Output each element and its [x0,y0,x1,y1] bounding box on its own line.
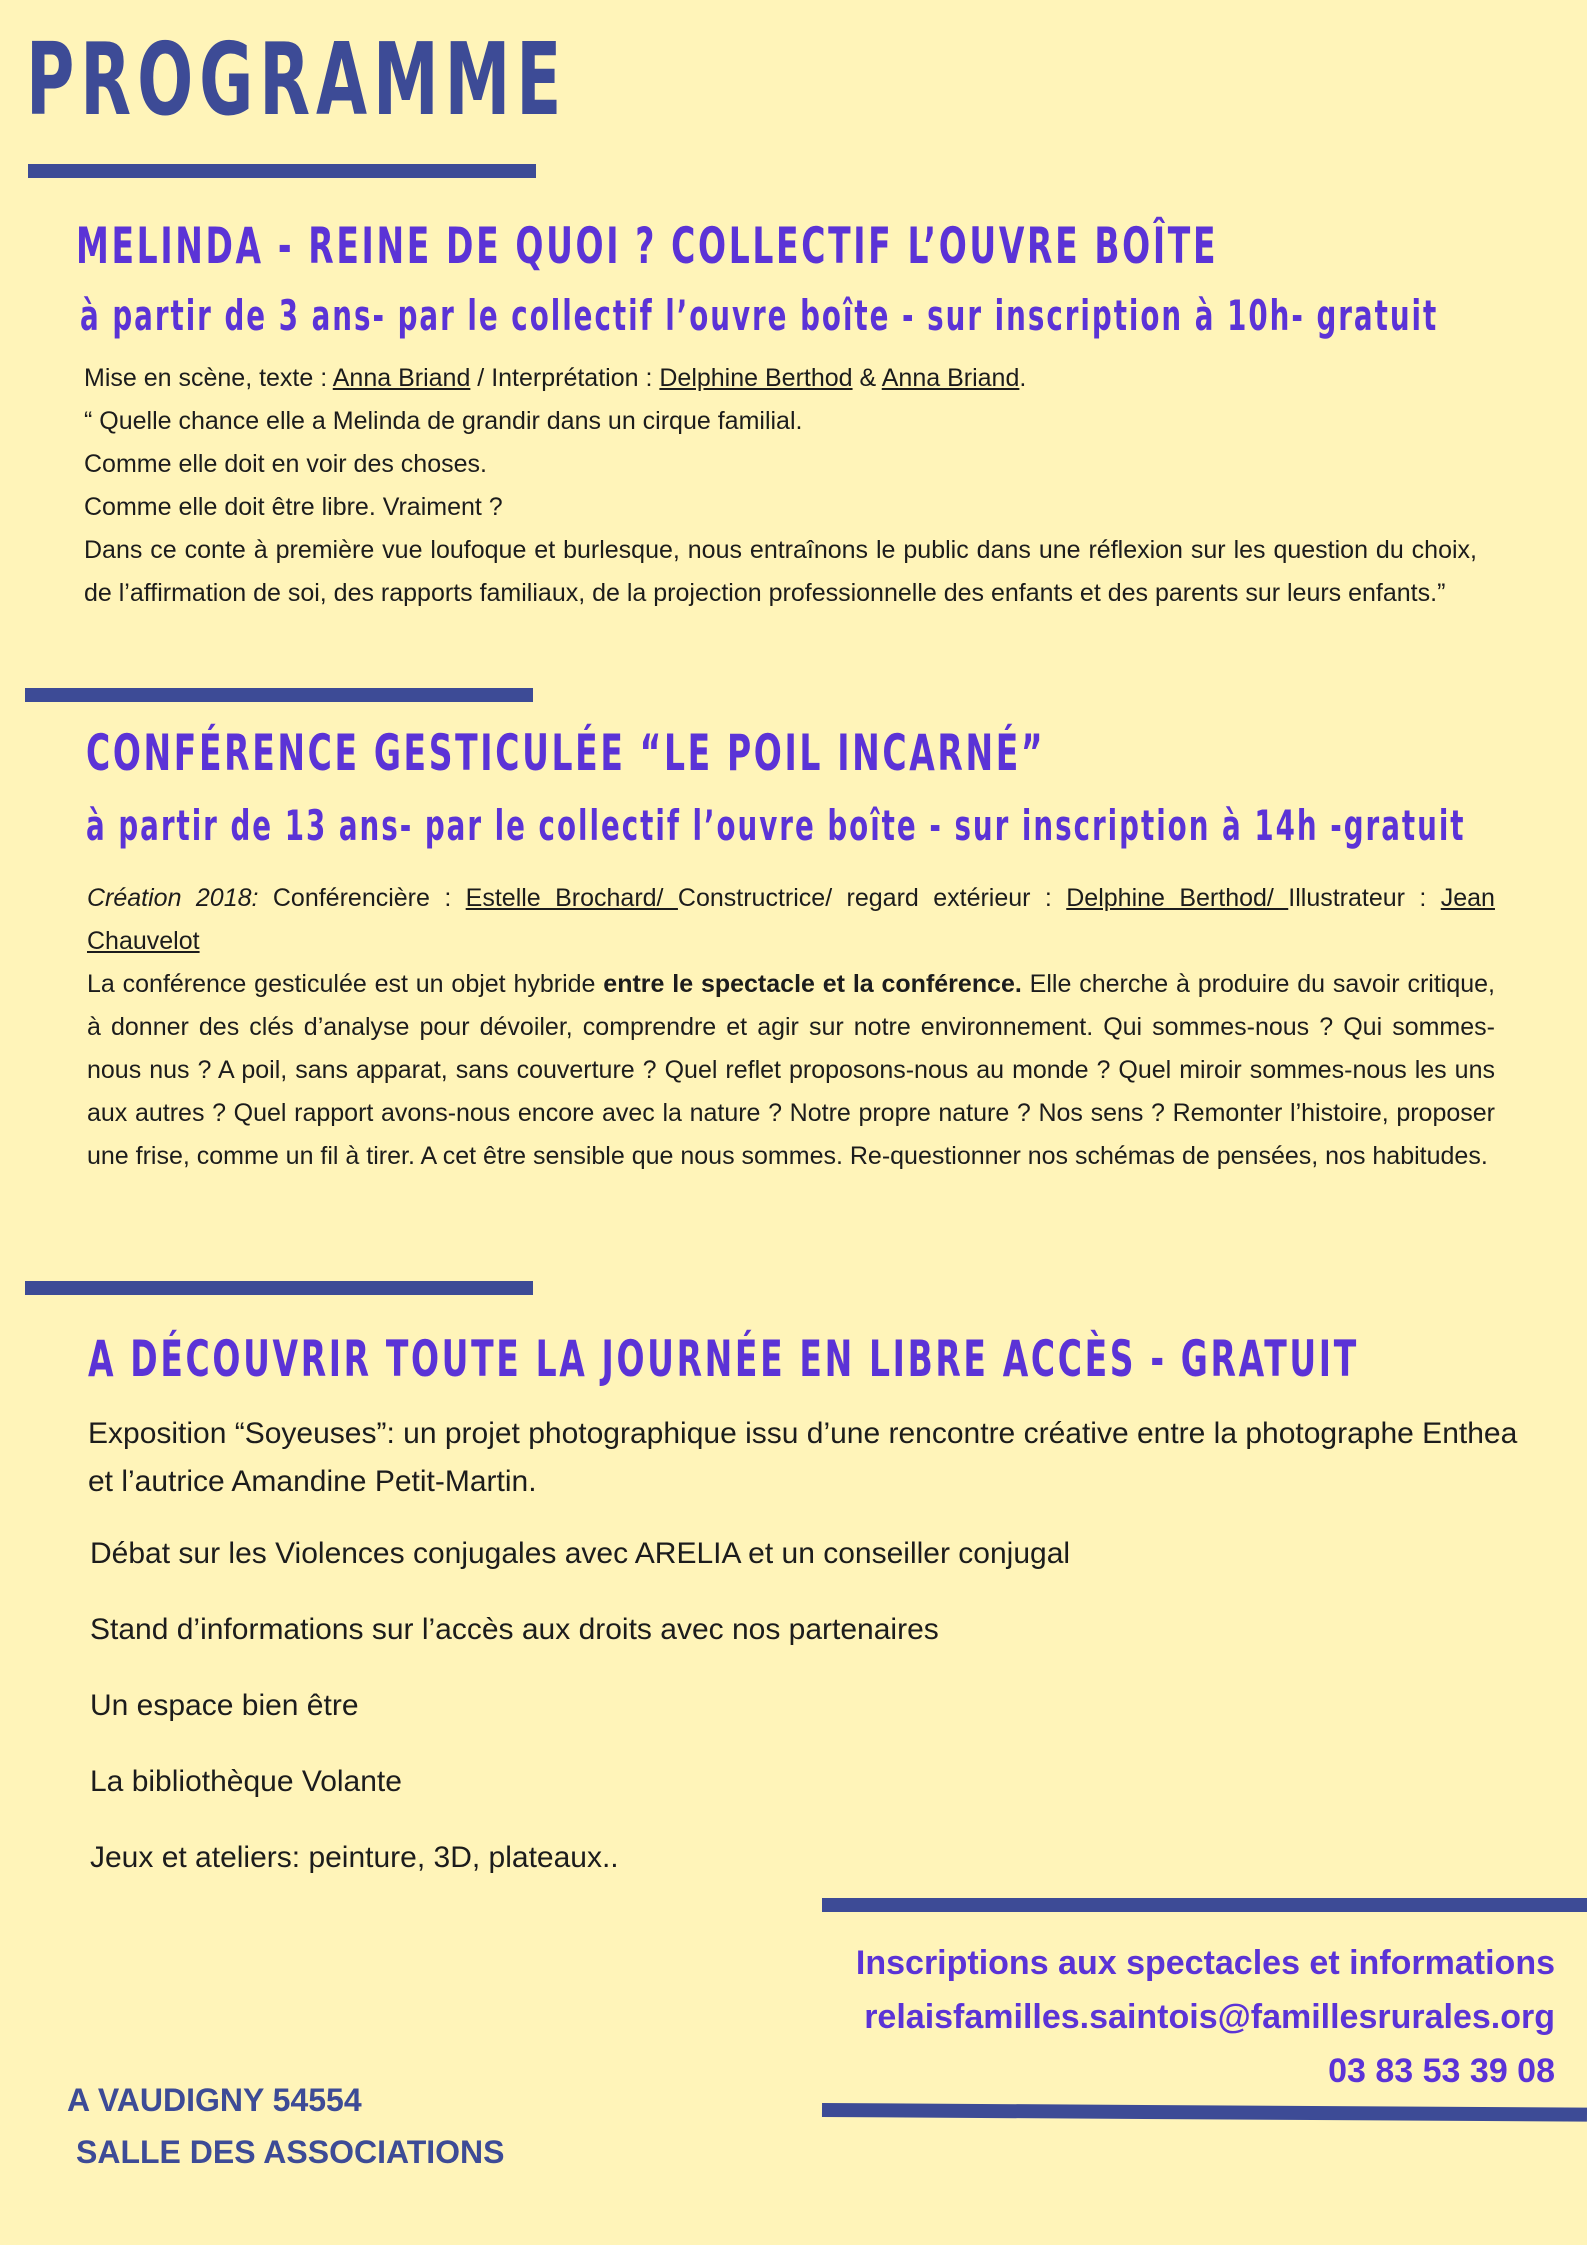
credits-label: / Interprétation : [470,364,660,392]
credit-delphine-berthod: Delphine Berthod/ [1066,884,1289,912]
list-item: Jeux et ateliers: peinture, 3D, plateaux.. [90,1841,619,1874]
section2-paragraph [87,963,1495,1178]
contact-heading: Inscriptions aux spectacles et informations [855,1944,1555,1982]
section1-line: Comme elle doit être libre. Vraiment ? [84,493,503,521]
section1-paragraph: Dans ce conte à première vue loufoque et burlesque, nous entraînons le public dans une réflexion sur les question du choix, de l’affirmation de soi, des rapports familiaux, de la projection professionnelle des enfants et des parents sur leurs enfants.” [84,536,1477,607]
credits-label: Mise en scène, texte : [84,364,333,392]
section2-subheading: à partir de 13 ans- par le collectif l’ouvre boîte - sur inscription à 14h -gratuit [86,801,1466,850]
credit-estelle-brochard: Estelle Brochard/ [465,884,678,912]
list-item: Stand d’informations sur l’accès aux droits avec nos partenaires [90,1613,939,1646]
section2-body [87,877,1495,1178]
section1-body [84,357,1477,615]
credits-amp: & [852,364,882,392]
credits-end: . [1019,364,1027,392]
section2-heading: CONFÉRENCE GESTICULÉE “LE POIL INCARNÉ” [86,724,1046,782]
credit-delphine-berthod: Delphine Berthod [659,364,853,392]
contact-email[interactable]: relaisfamilles.saintois@famillesrurales.org [864,1998,1555,2036]
credit-anna-briand-2: Anna Briand [881,364,1020,392]
paragraph-text: Elle cherche à produire du savoir critique, à donner des clés d’analyse pour dévoiler, comprendre et agir sur notre environnement. Qui sommes-nous ? Qui sommes-nous nus ? A poil, sans apparat, sans couverture ? Quel reflet proposons-nous au monde ? Quel miroir sommes-nous les uns aux autres ? Quel rapport avons-nous encore avec la nature ? Notre propre nature ? Nos sens ? Remonter l’histoire, proposer une frise, comme un fil à tirer. A cet être sensible que nous sommes. Re-questionner nos schémas de pensées, nos habitudes. [87,970,1495,1170]
page-title: PROGRAMME [26,21,568,138]
creation-label: Création 2018: [87,884,259,912]
section1-line: “ Quelle chance elle a Melinda de grandir dans un cirque familial. [84,407,803,435]
paragraph-text: La conférence gesticulée est un objet hybride [87,970,604,998]
divider-2 [25,1281,533,1295]
list-item: Un espace bien être [90,1689,359,1722]
address-venue: SALLE DES ASSOCIATIONS [76,2134,505,2170]
section3-heading: A DÉCOUVRIR TOUTE LA JOURNÉE EN LIBRE ACCÈS - GRATUIT [88,1330,1359,1388]
address-city: A VAUDIGNY 54554 [67,2082,362,2118]
paragraph-bold: entre le spectacle et la conférence. [603,970,1022,998]
credit-jean-chauvelot: Jean Chauvelot [87,884,1495,955]
contact-phone[interactable]: 03 83 53 39 08 [1328,2052,1555,2090]
role-label: Conférencière : [258,884,466,912]
section1-line: Comme elle doit en voir des choses. [84,450,487,478]
role-label: Constructrice/ regard extérieur : [677,884,1067,912]
section1-credits [84,357,1477,400]
contact-bottom-bar [822,2103,1587,2122]
section2-credits [87,877,1495,963]
credit-anna-briand: Anna Briand [332,364,471,392]
title-underline [28,164,536,178]
section1-subheading: à partir de 3 ans- par le collectif l’ouvre boîte - sur inscription à 10h- gratuit [80,291,1439,340]
divider-1 [25,688,533,702]
role-label: Illustrateur : [1288,884,1441,912]
section1-heading: MELINDA - REINE DE QUOI ? COLLECTIF L’OUVRE BOÎTE [76,217,1219,275]
contact-top-bar [822,1898,1587,1912]
section3-expo: Exposition “Soyeuses”: un projet photographique issu d’une rencontre créative entre la photographe Enthea et l’autrice Amandine Petit-Martin. [88,1417,1518,1498]
contact-info [856,1936,1555,2098]
list-item: Débat sur les Violences conjugales avec ARELIA et un conseiller conjugal [90,1537,1071,1570]
list-item: La bibliothèque Volante [90,1765,402,1798]
